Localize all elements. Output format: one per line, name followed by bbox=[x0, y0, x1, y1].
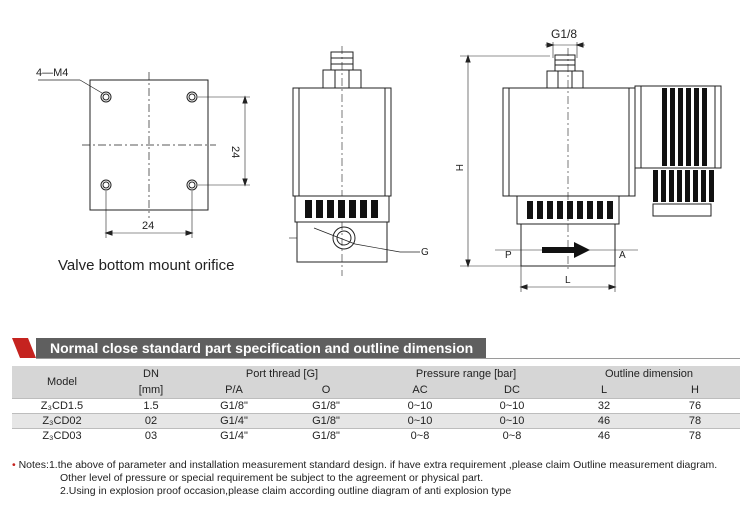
cell-dc: 0~10 bbox=[466, 399, 558, 414]
valve-side-drawing bbox=[460, 42, 721, 292]
cell-ac: 0~10 bbox=[374, 414, 466, 429]
label-port-g: G bbox=[421, 247, 429, 258]
table-row bbox=[12, 414, 740, 429]
table-row bbox=[12, 399, 740, 414]
cell-dc: 0~8 bbox=[466, 429, 558, 444]
cell-dn: 02 bbox=[112, 414, 190, 429]
cell-h: 78 bbox=[650, 414, 740, 429]
cell-pa: G1/4" bbox=[190, 429, 278, 444]
header-pa: P/A bbox=[190, 382, 278, 399]
valve-side-ribs bbox=[527, 201, 613, 219]
header-dn-unit: [mm] bbox=[112, 382, 190, 399]
cell-model: Z₃CD03 bbox=[12, 429, 112, 444]
red-corner-mark bbox=[12, 338, 36, 360]
cell-l: 32 bbox=[558, 399, 650, 414]
note-text-1: Notes:1.the above of parameter and installation measurement standard design. if have extra requirement ,please claim Outline measurement diagram. bbox=[18, 459, 718, 471]
note-text-3: 2.Using in explosion proof occasion,please claim according outline diagram of anti explosion type bbox=[60, 485, 512, 497]
cell-h: 78 bbox=[650, 429, 740, 444]
section-title: Normal close standard part specification and outline dimension bbox=[50, 340, 474, 356]
cell-o: G1/8" bbox=[278, 414, 374, 429]
cell-model: Z₃CD02 bbox=[12, 414, 112, 429]
header-dc: DC bbox=[466, 382, 558, 399]
cell-o: G1/8" bbox=[278, 429, 374, 444]
spec-table bbox=[12, 366, 740, 443]
label-mount-holes: 4—M4 bbox=[36, 67, 69, 79]
header-pressure: Pressure range [bar] bbox=[374, 366, 558, 382]
cell-l: 46 bbox=[558, 414, 650, 429]
valve-side-connector-ribs bbox=[653, 88, 714, 202]
cell-o: G1/8" bbox=[278, 399, 374, 414]
label-inlet: P bbox=[505, 250, 512, 261]
mount-plate-drawing bbox=[38, 72, 250, 238]
cell-pa: G1/4" bbox=[190, 414, 278, 429]
cell-pa: G1/8" bbox=[190, 399, 278, 414]
header-l: L bbox=[558, 382, 650, 399]
table-row bbox=[12, 429, 740, 444]
cell-l: 46 bbox=[558, 429, 650, 444]
label-outlet: A bbox=[619, 250, 626, 261]
flow-arrow-icon bbox=[542, 242, 590, 258]
cell-model: Z₃CD1.5 bbox=[12, 399, 112, 414]
header-h: H bbox=[650, 382, 740, 399]
cell-ac: 0~8 bbox=[374, 429, 466, 444]
note-text-2: Other level of pressure or special requirement be subject to the agreement or physical part. bbox=[60, 472, 484, 484]
note-line-1 bbox=[12, 459, 740, 472]
label-thread: G1/8 bbox=[551, 27, 578, 41]
label-dim-vertical: 24 bbox=[229, 146, 241, 159]
bullet-icon: • bbox=[12, 459, 19, 471]
label-length: L bbox=[565, 275, 571, 286]
label-height: H bbox=[453, 164, 464, 172]
header-o: O bbox=[278, 382, 374, 399]
label-dim-horizontal: 24 bbox=[142, 220, 155, 232]
cell-dn: 03 bbox=[112, 429, 190, 444]
valve-front-drawing bbox=[289, 46, 420, 276]
cell-ac: 0~10 bbox=[374, 399, 466, 414]
header-outline: Outline dimension bbox=[558, 366, 740, 382]
cell-dc: 0~10 bbox=[466, 414, 558, 429]
header-model: Model bbox=[12, 366, 112, 399]
section-divider bbox=[36, 358, 740, 359]
notes-block bbox=[12, 459, 740, 498]
cell-dn: 1.5 bbox=[112, 399, 190, 414]
drawing-caption: Valve bottom mount orifice bbox=[58, 257, 235, 274]
header-ac: AC bbox=[374, 382, 466, 399]
header-dn: DN bbox=[112, 366, 190, 382]
cell-h: 76 bbox=[650, 399, 740, 414]
header-port-thread: Port thread [G] bbox=[190, 366, 374, 382]
section-banner bbox=[12, 338, 740, 360]
